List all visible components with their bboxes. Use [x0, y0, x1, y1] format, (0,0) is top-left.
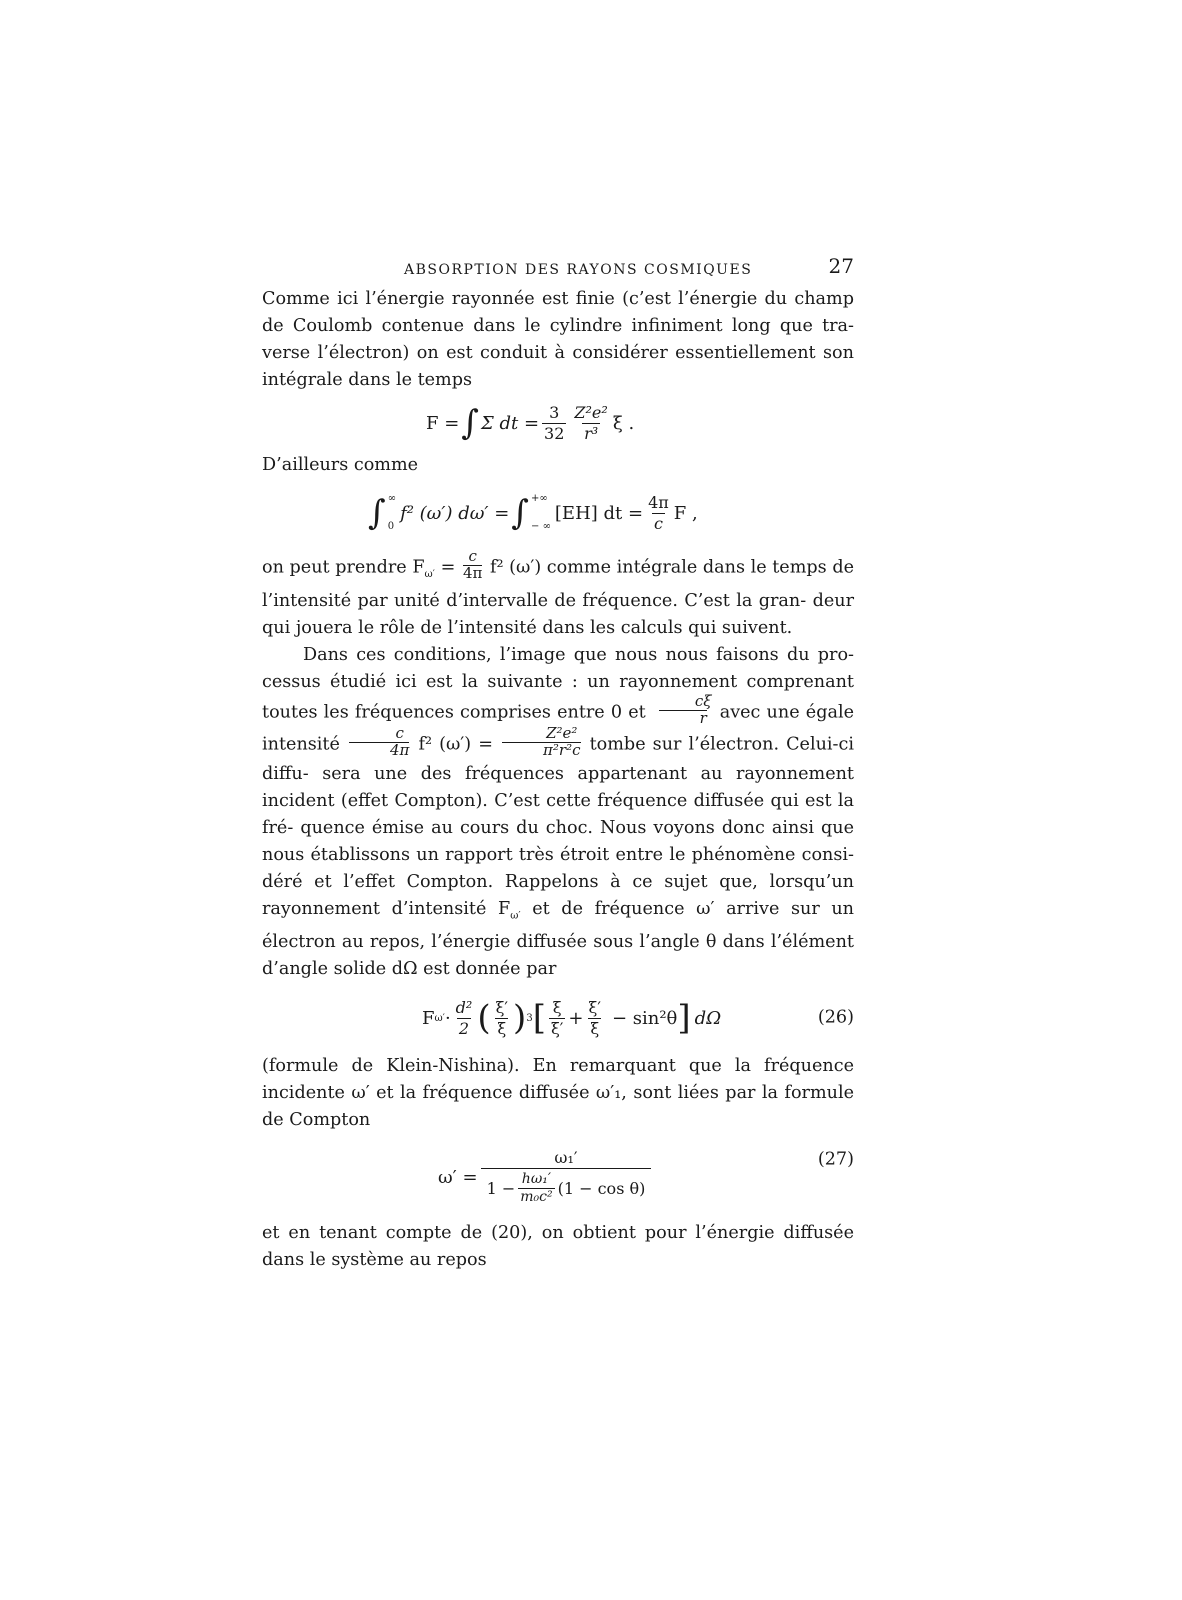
text-line: Dans ces conditions, l’image que nous nous faisons du pro- — [303, 644, 854, 665]
equation-27 — [262, 1134, 854, 1220]
integral-sign: ∫ — [511, 493, 530, 533]
fraction: $\frac{\xi'}{\xi}$ — [588, 998, 601, 1038]
equation-F — [262, 394, 854, 452]
fraction: $\frac{c\xi}{r}$ — [654, 694, 712, 727]
text-line: quence émise au cours du choc. Nous voyons donc ainsi que — [300, 817, 855, 838]
fraction: $\frac{\xi}{\xi'}$ — [550, 998, 564, 1038]
eq-lhs: ω′ = — [438, 1166, 478, 1188]
text-line: deur qui jouera le rôle de l’intensité dans les calculs qui suivent. — [262, 590, 855, 638]
text-line: nous établissons un rapport très étroit entre le phénomène consi- — [262, 844, 854, 865]
fraction: $\frac{\text{d²}}{2}$ — [455, 998, 473, 1038]
fraction: $\frac{\text{Z²e²}}{\text{π²r²c}}$ — [502, 726, 580, 759]
text-line: et en tenant compte de (20), on obtient pour l’énergie diffusée — [262, 1223, 854, 1244]
paragraph-1 — [262, 286, 854, 394]
fraction: $\frac{\xi'}{\xi}$ — [495, 998, 509, 1038]
fraction: $\frac{4\pi}{c}$ — [648, 492, 669, 533]
equation-number: (26) — [817, 1007, 854, 1028]
paragraph-5 — [262, 1220, 854, 1274]
eq-integrand: f² (ω′) dω′ = — [400, 502, 510, 524]
eq-lhs: F = — [426, 412, 460, 434]
text-line: intégrale dans le temps — [262, 370, 473, 390]
text-line: de l’intensité par unité d’intervalle de fréquence. C’est la gran- — [262, 557, 854, 611]
text-segment: on peut prendre F — [262, 557, 425, 578]
fraction: $\frac{c}{4\pi}$ — [349, 726, 409, 759]
text-line: incidente ω′ et la fréquence diffusée ω′₁, sont liées par la formule — [262, 1083, 854, 1104]
text-line: d’angle solide dΩ est donnée par — [262, 959, 557, 980]
eq-tail: F , — [673, 502, 698, 524]
paragraph-2: on peut prendre $F_{\omega'}$ = $\frac{c}{4\pi}$ f² (ω′) comme intégrale dans le temps de l’intensité par unité d’intervalle de fréquence. C’est la gran- deur qui jouera le rôle de l’intensité dans les calculs qui suivent. — [262, 547, 855, 638]
equation-number: (27) — [817, 1149, 854, 1170]
text-line: dans le système au repos — [262, 1250, 487, 1271]
fraction: $\frac{\text{hω₁′}}{\text{m₀c²}}$ — [520, 1170, 553, 1206]
page-number: 27 — [828, 254, 854, 278]
line-dailleurs: D’ailleurs comme — [262, 455, 419, 475]
text-line: cessus étudié ici est la suivante : un rayonnement comprenant — [262, 671, 854, 692]
text-line: de Compton — [262, 1110, 371, 1131]
text-line: sera une des fréquences appartenant au rayonnement incident — [262, 763, 855, 811]
integral-limits: +∞ − ∞ — [531, 493, 551, 532]
paragraph-4 — [262, 1053, 854, 1134]
eq-lhs: F — [422, 1007, 435, 1029]
equation-26: F ω′ · $\frac{\text{d²}}{2}$ ( $\frac{\xi'}{\xi}$ ) 3 [ $\frac{\xi}{\xi'}$ + $\frac{\xi'}{\xi}$ − sin²θ ] dΩ (26) — [422, 998, 854, 1039]
page-header — [262, 254, 854, 288]
eq-integrand: [EH] dt = — [554, 502, 644, 524]
text-line: (effet Compton). C’est cette fréquence diffusée qui est la fré- — [262, 790, 855, 838]
paragraph-3: Dans ces conditions, l’image que nous nous faisons du pro- cessus étudié ici est la suivante : un rayonnement comprenant toutes les fréquences comprises entre 0 et $\frac{c\xi}{r}$ avec une égale intensité $\frac{c}{4\pi}$ f² (ω′) = $\frac{\text{Z²e²}}{\text{π²r²c}}$ tombe sur l’électron. Celui-ci diffu- sera une des fréquences appartenant au rayonnement incident (effet Compton). C’est cette fréquence diffusée qui est la fré- quence émise au cours du choc. Nous voyons donc ainsi que nous établissons un rapport très étroit entre le phénomène consi- déré et l’effet Compton. Rappelons à ce sujet que, lorsqu’un rayonnement d’intensité $F_{\omega'}$ et de fréquence ω′ arrive sur un électron au repos, l’énergie diffusée sous l’angle θ dans l’élément d’angle solide dΩ est donnée par — [262, 644, 855, 980]
fraction: $\frac{3}{32}$ — [544, 402, 565, 443]
eq-tail: ξ . — [612, 412, 635, 434]
text-line: électron au repos, l’énergie diffusée sous l’angle θ dans l’élément — [262, 932, 854, 953]
fraction: $\frac{c}{4\pi}$ — [462, 547, 483, 582]
integral-sign: ∫ — [461, 403, 480, 443]
text-line: déré et l’effet Compton. Rappelons à ce sujet que, lorsqu’un — [262, 871, 854, 892]
fraction: $\frac{\text{Z²e²}}{\text{r³}}$ — [574, 402, 608, 443]
text-line: Comme ici l’énergie rayonnée est finie (c’est l’énergie du champ — [262, 289, 854, 309]
text-line: de Coulomb contenue dans le cylindre infiniment long que tra- — [262, 316, 854, 336]
integral-sign: ∫ — [368, 493, 386, 533]
eq-integrand: Σ dt = — [481, 412, 540, 434]
text-line: (formule de Klein-Nishina). En remarquant que la fréquence — [262, 1056, 854, 1077]
body-text — [262, 286, 854, 1274]
text-line: verse l’électron) on est conduit à considérer essentiellement son — [262, 343, 854, 363]
equation-integral — [262, 479, 854, 547]
fraction: ω₁′ 1 − $\frac{\text{hω₁′}}{\text{m₀c²}}$ (1 − cos θ) — [481, 1149, 652, 1205]
integral-limits: ∞ 0 — [387, 493, 397, 532]
running-head: ABSORPTION DES RAYONS COSMIQUES — [404, 262, 753, 278]
